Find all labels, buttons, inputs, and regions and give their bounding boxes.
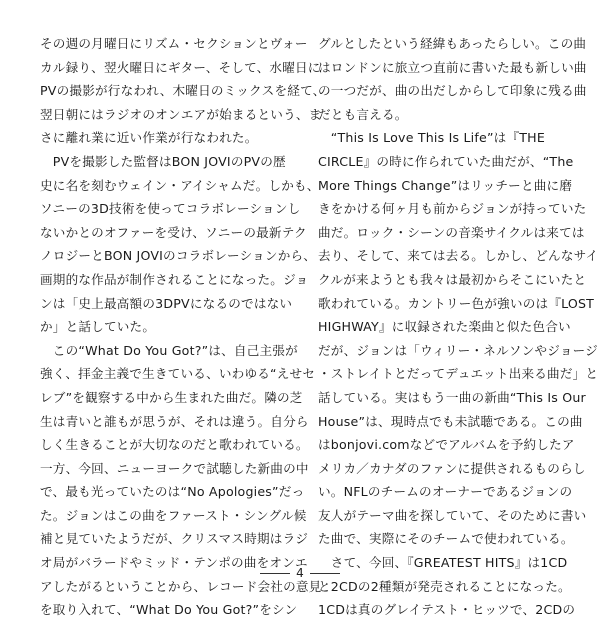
text-line: ・ストレイトとだってデュエット出来る曲だ」と (318, 366, 599, 382)
text-line: はロンドンに旅立つ直前に書いた最も新しい曲 (318, 59, 587, 75)
text-line: “This Is Love This Is Life”は『THE (318, 130, 545, 146)
text-line: アしたがるということから、レコード会社の意見 (40, 578, 322, 594)
page-footer (0, 566, 600, 580)
text-line: More Things Change”はリッチーと曲に磨 (318, 177, 573, 193)
page-number: 4 (296, 566, 304, 580)
footer-right-dash (310, 573, 340, 574)
text-line: だとも言える。 (318, 106, 408, 122)
text-line: 強く、拝金主義で生きている、いわゆる“えせセ (40, 366, 316, 382)
text-line: 生は青いと誰もが思うが、それは違う。自分ら (40, 413, 309, 429)
text-line: で、最も光っていたのは“No Apologies”だっ (40, 484, 305, 500)
text-line: カル録り、翌火曜日にギター、そして、水曜日に (40, 59, 321, 75)
text-line: ないかとのオファーを受け、ソニーの最新テク (40, 224, 307, 240)
text-line: PVの撮影が行なわれ、木曜日のミックスを経て、 (40, 83, 326, 99)
text-line: グルとしたという経緯もあったらしい。この曲 (318, 36, 587, 51)
text-line: CIRCLE』の時に作られていた曲だが、“The (318, 153, 574, 169)
text-line: レブ”を観察する中から生まれた曲だ。隣の芝 (40, 389, 303, 405)
text-line: 補と見ていたようだが、クリスマス時期はラジ (40, 531, 309, 547)
text-line: 友人がテーマ曲を探していて、そのために書い (318, 507, 587, 523)
text-line: 歌われている。カントリー色が強いのは『LOST (318, 295, 595, 311)
text-line: か」と話していた。 (40, 319, 156, 335)
text-line: さに離れ業に近い作業が行なわれた。 (40, 130, 258, 146)
text-line: HIGHWAY』に収録された楽曲と似た色合い (318, 319, 571, 335)
text-line: た曲で、実際にそのチームで使われている。 (318, 531, 574, 547)
text-line: きをかける何ヶ月も前からジョンが持っていた (318, 201, 587, 217)
text-line: い。NFLのチームのオーナーであるジョンの (318, 484, 573, 500)
text-line: ンは「史上最高額の3DPVになるのではない (40, 295, 293, 311)
text-line: PVを撮影した監督はBON JOVIのPVの歴 (40, 153, 286, 169)
text-line: ソニーの3D技術を使ってコラボレーションし (40, 201, 301, 217)
text-line: さて、今回、『GREATEST HITS』は1CD (318, 555, 568, 571)
right-text-column (318, 32, 599, 622)
text-line: と2CDの2種類が発売されることになった。 (318, 578, 571, 594)
text-line: 1CDは真のグレイテスト・ヒッツで、2CDの (318, 602, 576, 618)
text-line: だが、ジョンは「ウィリー・ネルソンやジョージ (318, 342, 598, 358)
text-line: 画期的な作品が制作されることになった。ジョ (40, 271, 309, 287)
text-line: この“What Do You Got?”は、自己主張が (40, 342, 298, 358)
text-line: 一方、今回、ニューヨークで試聴した新曲の中 (40, 460, 309, 476)
text-line: 曲だ。ロック・シーンの音楽サイクルは来ては (318, 224, 585, 240)
text-line: た。ジョンはこの曲をファースト・シングル候 (40, 507, 307, 523)
text-line: 翌日朝にはラジオのオンエアが始まるという、ま (40, 106, 322, 122)
text-line: しく生きることが大切なのだと歌われている。 (40, 437, 309, 453)
footer-left-dash (260, 573, 290, 574)
text-line: ノロジーとBON JOVIのコラボレーションから、 (40, 248, 317, 264)
text-line: メリカ／カナダのファンに提供されるものらし (318, 460, 586, 476)
text-line: はbonjovi.comなどでアルバムを予約したア (318, 437, 575, 453)
left-text-column (40, 32, 326, 622)
text-line: の一つだが、曲の出だしからして印象に残る曲 (318, 83, 587, 99)
text-line: を取り入れて、“What Do You Got?”をシン (40, 602, 298, 618)
text-line: 話している。実はもう一曲の新曲“This Is Our (318, 389, 586, 405)
text-line: その週の月曜日にリズム・セクションとヴォー (40, 36, 308, 51)
text-line: House”は、現時点でも未試聴である。この曲 (318, 413, 583, 429)
text-line: オ局がバラードやミッド・テンポの曲をオンエ (40, 555, 308, 571)
text-line: クルが来ようとも我々は最初からそこにいたと (318, 271, 587, 287)
text-line: 史に名を刻むウェイン・アイシャムだ。しかも、 (40, 177, 320, 193)
text-line: 去り、そして、来ては去る。しかし、どんなサイ (318, 248, 599, 264)
